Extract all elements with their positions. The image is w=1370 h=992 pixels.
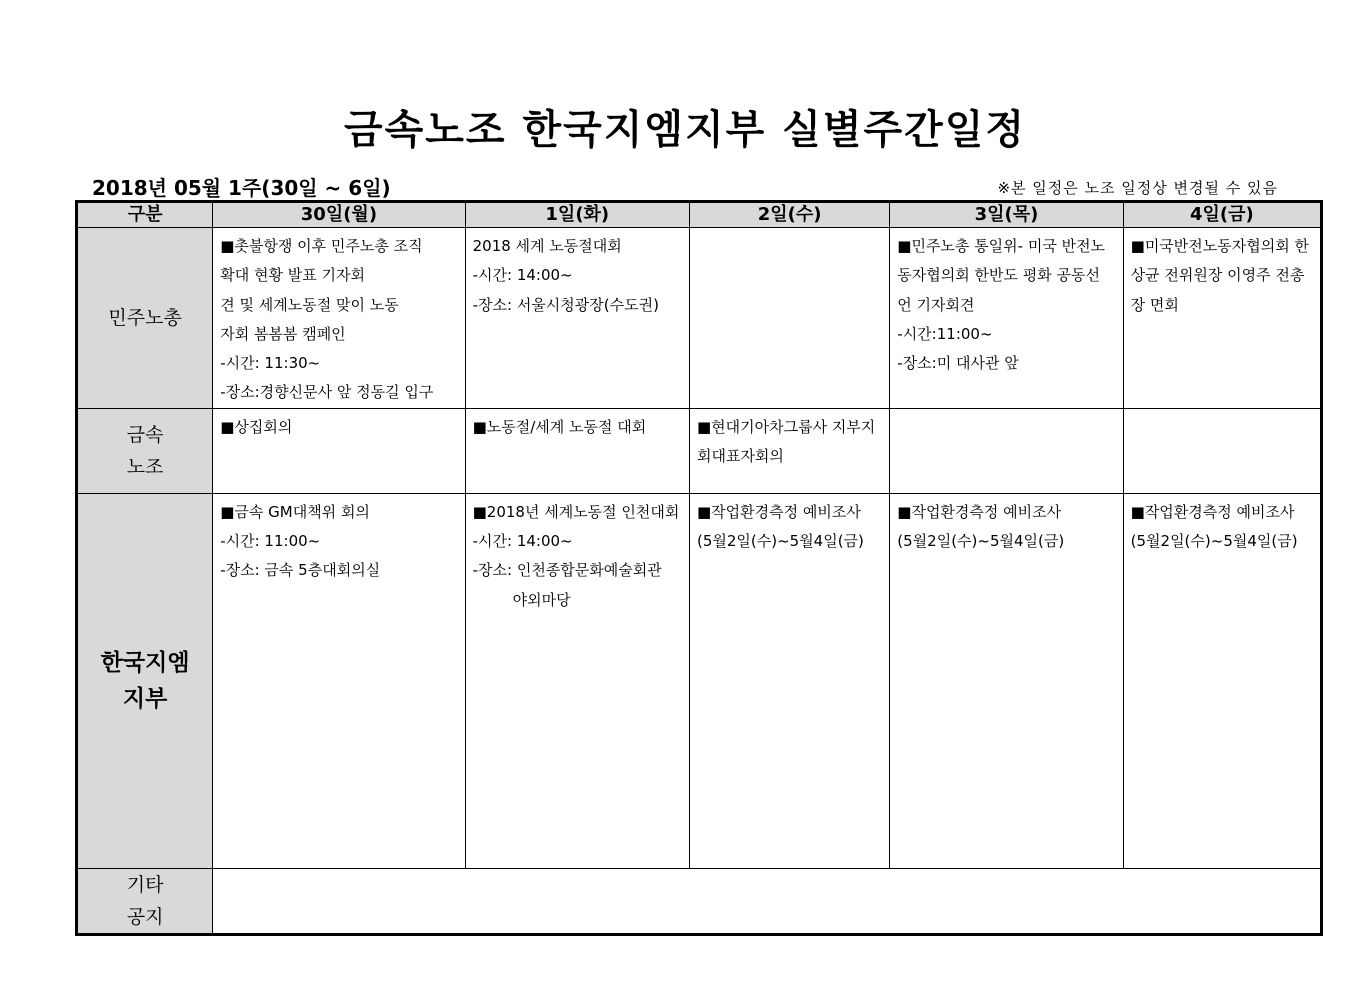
table-row	[77, 868, 1322, 934]
schedule-cell	[689, 408, 889, 493]
schedule-line: -시간: 11:00~	[220, 532, 321, 551]
week-range: 2018년 05월 1주(30일 ~ 6일)	[92, 176, 391, 200]
schedule-cell	[465, 228, 689, 409]
row-label-text: 기타	[126, 873, 164, 896]
schedule-line: -장소: 인천종합문화예술회관	[472, 561, 662, 580]
schedule-cell	[465, 408, 689, 493]
notice-cell-empty	[213, 868, 1322, 934]
schedule-cell-empty	[689, 228, 889, 409]
schedule-line: ■미국반전노동자협의회 한	[1130, 237, 1309, 255]
header-row	[77, 202, 1322, 228]
schedule-line: -시간: 11:30~	[220, 354, 321, 373]
schedule-cell	[689, 493, 889, 868]
row-label-text: 지부	[122, 685, 168, 712]
header-tuesday: 1일(화)	[465, 202, 689, 228]
row-label-kmwu	[77, 408, 213, 493]
schedule-line: 장 면회	[1130, 295, 1179, 314]
table-row	[77, 408, 1322, 493]
row-label-text: 민주노총	[108, 306, 182, 329]
row-label-kctu	[77, 228, 213, 409]
table-row	[77, 493, 1322, 868]
schedule-line: 동자협의회 한반도 평화 공동선	[897, 266, 1100, 285]
schedule-cell	[213, 228, 465, 409]
page-title: 금속노조 한국지엠지부 실별주간일정	[343, 107, 1027, 153]
header-wednesday: 2일(수)	[689, 202, 889, 228]
schedule-line: ■상집회의	[220, 417, 293, 436]
row-label-text: 한국지엠	[100, 649, 190, 676]
schedule-cell-empty	[1123, 408, 1321, 493]
table-row	[77, 228, 1322, 409]
schedule-line: 야외마당	[512, 590, 571, 609]
schedule-line: -장소: 금속 5층대회의실	[220, 561, 381, 580]
schedule-line: 확대 현황 발표 기자회	[220, 266, 365, 285]
row-label-text: 노조	[126, 455, 164, 478]
schedule-cell	[213, 408, 465, 493]
schedule-line: -장소:경향신문사 앞 정동길 입구	[220, 383, 434, 402]
schedule-line: (5월2일(수)~5월4일(금)	[696, 532, 864, 551]
schedule-line: (5월2일(수)~5월4일(금)	[1130, 532, 1298, 551]
schedule-line: -장소: 서울시청광장(수도권)	[472, 295, 659, 314]
row-label-text: 금속	[126, 423, 164, 446]
schedule-line: ■민주노총 통일위- 미국 반전노	[897, 237, 1106, 255]
header-thursday: 3일(목)	[890, 202, 1123, 228]
header-monday: 30일(월)	[213, 202, 465, 228]
schedule-cell	[890, 493, 1123, 868]
weekly-schedule-table	[75, 200, 1323, 936]
schedule-line: ■작업환경측정 예비조사	[696, 502, 861, 521]
header-category: 구분	[77, 202, 213, 228]
row-label-gm-korea	[77, 493, 213, 868]
schedule-line: ■촛불항쟁 이후 민주노총 조직	[220, 237, 423, 255]
schedule-line: -장소:미 대사관 앞	[897, 354, 1019, 373]
schedule-cell	[1123, 228, 1321, 409]
row-label-text: 공지	[126, 905, 164, 928]
schedule-line: 회대표자회의	[696, 447, 784, 466]
schedule-cell	[890, 228, 1123, 409]
schedule-line: 자회 봄봄봄 캠페인	[220, 324, 346, 343]
schedule-line: (5월2일(수)~5월4일(금)	[897, 532, 1065, 551]
schedule-line: 견 및 세계노동절 맞이 노동	[220, 295, 399, 314]
schedule-line: 2018 세계 노동절대회	[472, 237, 622, 255]
schedule-line: ■작업환경측정 예비조사	[1130, 502, 1295, 521]
row-label-other-notice	[77, 868, 213, 934]
schedule-cell-empty	[890, 408, 1123, 493]
schedule-line: -시간: 14:00~	[472, 266, 573, 285]
schedule-line: ■작업환경측정 예비조사	[897, 502, 1062, 521]
schedule-line: ■금속 GM대책위 회의	[220, 502, 370, 521]
schedule-line: 언 기자회견	[897, 295, 975, 314]
schedule-line: ■노동절/세계 노동절 대회	[472, 417, 647, 436]
header-friday: 4일(금)	[1123, 202, 1321, 228]
schedule-line: ■2018년 세계노동절 인천대회	[472, 502, 680, 521]
schedule-cell	[465, 493, 689, 868]
schedule-line: 상균 전위원장 이영주 전총	[1130, 266, 1305, 285]
schedule-cell	[1123, 493, 1321, 868]
schedule-cell	[213, 493, 465, 868]
schedule-line: -시간:11:00~	[897, 324, 993, 343]
schedule-line: ■현대기아차그룹사 지부지	[696, 417, 876, 436]
change-notice: ※본 일정은 노조 일정상 변경될 수 있음	[997, 179, 1278, 197]
schedule-line: -시간: 14:00~	[472, 532, 573, 551]
